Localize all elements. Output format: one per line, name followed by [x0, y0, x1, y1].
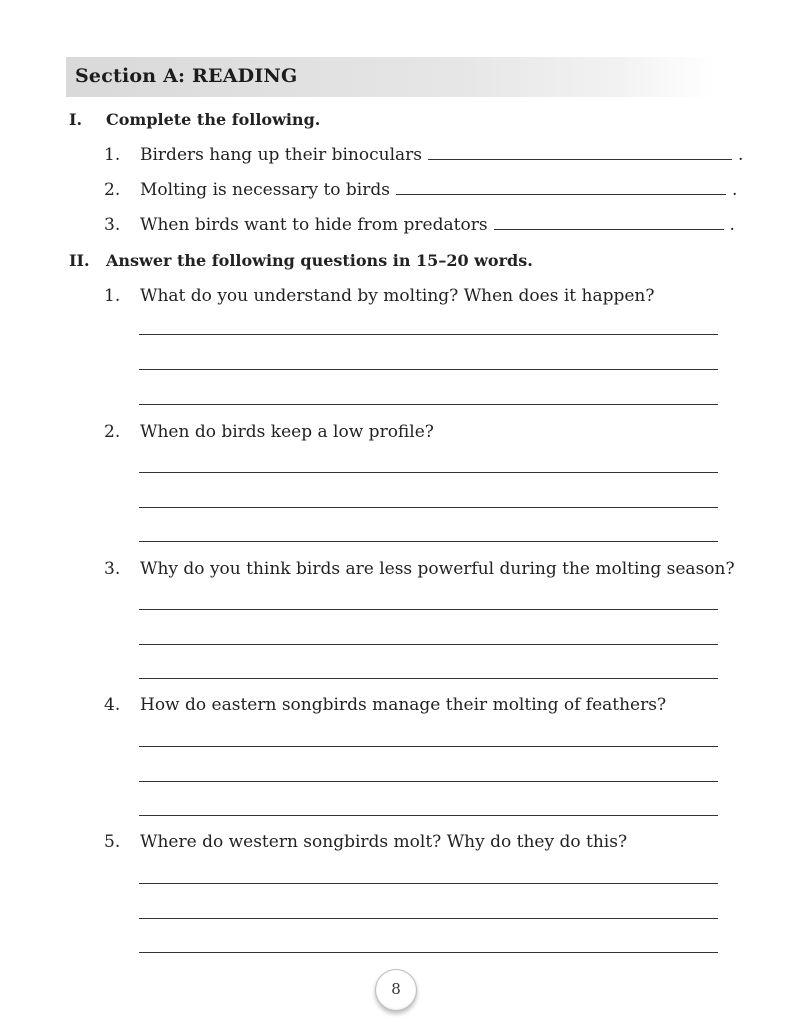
- question-2-answer-line-2[interactable]: [139, 507, 718, 508]
- question-1-number: 1.: [104, 286, 121, 306]
- fill-item-2: [140, 180, 737, 200]
- page-number-badge: [375, 969, 417, 1011]
- question-1-answer-line-1[interactable]: [139, 334, 718, 335]
- question-5-answer-line-2[interactable]: [139, 918, 718, 919]
- question-4-answer-line-3[interactable]: [139, 815, 718, 816]
- fill-item-1: [140, 145, 743, 165]
- question-5-number: 5.: [104, 832, 121, 852]
- question-5-answer-line-3[interactable]: [139, 952, 718, 953]
- question-1-answer-line-2[interactable]: [139, 369, 718, 370]
- question-3-number: 3.: [104, 559, 121, 579]
- fill-item-1-blank[interactable]: [428, 145, 732, 160]
- fill-item-2-text: Molting is necessary to birds: [140, 180, 390, 200]
- question-2-answer-line-3[interactable]: [139, 541, 718, 542]
- question-3-answer-line-1[interactable]: [139, 609, 718, 610]
- fill-item-1-text: Birders hang up their binoculars: [140, 145, 423, 165]
- fill-item-1-period: .: [738, 145, 744, 165]
- page-number: 8: [391, 980, 401, 998]
- part-2-number: II.: [69, 251, 90, 270]
- section-header-bar: [66, 57, 716, 97]
- question-2-text: When do birds keep a low profile?: [140, 422, 434, 442]
- part-1-number: I.: [69, 110, 83, 129]
- fill-item-2-period: .: [731, 180, 738, 200]
- fill-item-3-number: 3.: [104, 215, 121, 235]
- question-5-text: Where do western songbirds molt? Why do they do this?: [140, 832, 628, 852]
- fill-item-1-number: 1.: [104, 145, 121, 165]
- fill-item-3-text: When birds want to hide from predators: [140, 215, 488, 235]
- question-2-number: 2.: [104, 422, 121, 442]
- fill-item-3: [140, 215, 735, 235]
- question-3-text: Why do you think birds are less powerful during the molting season?: [140, 559, 735, 579]
- question-4-number: 4.: [104, 695, 121, 715]
- question-5-answer-line-1[interactable]: [139, 883, 718, 884]
- question-4-answer-line-2[interactable]: [139, 781, 718, 782]
- question-2-answer-line-1[interactable]: [139, 472, 718, 473]
- section-title: Section A: READING: [75, 65, 298, 87]
- question-3-answer-line-3[interactable]: [139, 678, 718, 679]
- fill-item-2-number: 2.: [104, 180, 121, 200]
- fill-item-3-period: .: [729, 215, 735, 235]
- question-3-answer-line-2[interactable]: [139, 644, 718, 645]
- part-2-heading: Answer the following questions in 15–20 words.: [106, 251, 533, 270]
- question-1-answer-line-3[interactable]: [139, 404, 718, 405]
- part-1-heading: Complete the following.: [106, 110, 321, 129]
- question-4-answer-line-1[interactable]: [139, 746, 718, 747]
- fill-item-3-blank[interactable]: [494, 215, 724, 230]
- question-4-text: How do eastern songbirds manage their molting of feathers?: [140, 695, 667, 715]
- fill-item-2-blank[interactable]: [396, 180, 726, 195]
- question-1-text: What do you understand by molting? When does it happen?: [140, 286, 655, 306]
